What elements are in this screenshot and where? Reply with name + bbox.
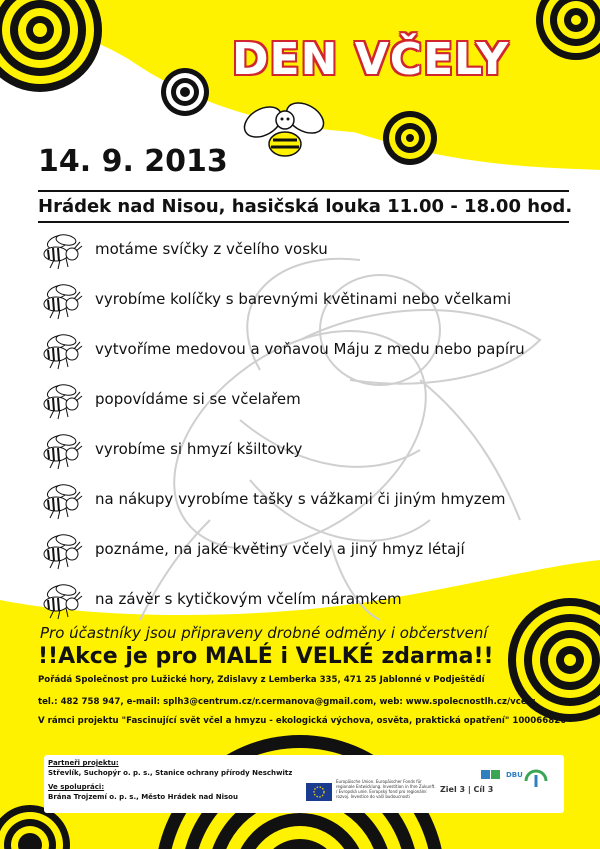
partners-box: [44, 755, 564, 813]
target-circle-left: [161, 68, 209, 116]
bee-icon: [40, 382, 84, 422]
dbu-logo-icon: [522, 769, 550, 793]
activity-text: vyrobíme si hmyzí kšiltovky: [95, 440, 303, 458]
activity-text: popovídáme si se včelařem: [95, 390, 301, 408]
organizer-line: Pořádá Společnost pro Lužické hory, Zdislavy z Lemberka 335, 471 25 Jablonné v Podještědí: [38, 675, 485, 685]
eu-text: Europäische Union. Europäischer Fonds für regionale Entwicklung. Investition in Ihre Zukunft. / Evropská unie. Evropský fond pro regionální rozvoj. Investice do vaší budoucnosti: [336, 779, 436, 799]
bee-icon: [40, 532, 84, 572]
free-entry-note: !!Akce je pro MALÉ i VELKÉ zdarma!!: [38, 644, 494, 669]
activity-text: poznáme, na jaké květiny včely a jiný hmyz létají: [95, 540, 465, 558]
dbu-label: DBU: [506, 771, 523, 779]
gifts-note: Pro účastníky jsou připraveny drobné odměny i občerstvení: [40, 624, 488, 642]
poster-title: DEN VČELY: [232, 34, 510, 85]
activity-text: na závěr s kytičkovým včelím náramkem: [95, 590, 402, 608]
ziel-label: Ziel 3 | Cíl 3: [440, 785, 494, 794]
bee-icon: [40, 332, 84, 372]
coop-heading: Ve spolupráci:: [48, 783, 105, 791]
partners-heading: Partneři projektu:: [48, 759, 119, 767]
activity-text: vyrobíme kolíčky s barevnými květinami nebo včelkami: [95, 290, 512, 308]
bee-icon: [40, 432, 84, 472]
event-date: 14. 9. 2013: [38, 144, 228, 179]
target-circle-top-left: [0, 0, 102, 92]
bee-icon: [40, 582, 84, 622]
project-line: V rámci projektu "Fascinující svět včel a hmyzu - ekologická výchova, osvěta, praktická opatření" 100066826: [38, 716, 567, 726]
eu-flag-icon: [306, 783, 332, 801]
ziel-puzzle-icon: [480, 767, 502, 783]
bee-icon: [40, 282, 84, 322]
activity-text: motáme svíčky z včelího vosku: [95, 240, 328, 258]
contact-line: tel.: 482 758 947, e-mail: splh3@centrum.cz/r.cermanova@gmail.com, web: www.spolecnostlh.cz/vcely: [38, 697, 536, 707]
bee-icon: [40, 232, 84, 272]
coop-list: Brána Trojzemí o. p. s., Město Hrádek nad Nisou: [48, 793, 238, 801]
bee-icon: [40, 482, 84, 522]
activity-text: vytvoříme medovou a voňavou Máju z medu nebo papíru: [95, 340, 525, 358]
event-place: Hrádek nad Nisou, hasičská louka 11.00 - 18.00 hod.: [38, 190, 569, 223]
partners-list: Střevlík, Suchopýr o. p. s., Stanice ochrany přírody Neschwitz: [48, 769, 293, 777]
activity-text: na nákupy vyrobíme tašky s vážkami či jiným hmyzem: [95, 490, 506, 508]
target-circle-right: [383, 111, 437, 165]
